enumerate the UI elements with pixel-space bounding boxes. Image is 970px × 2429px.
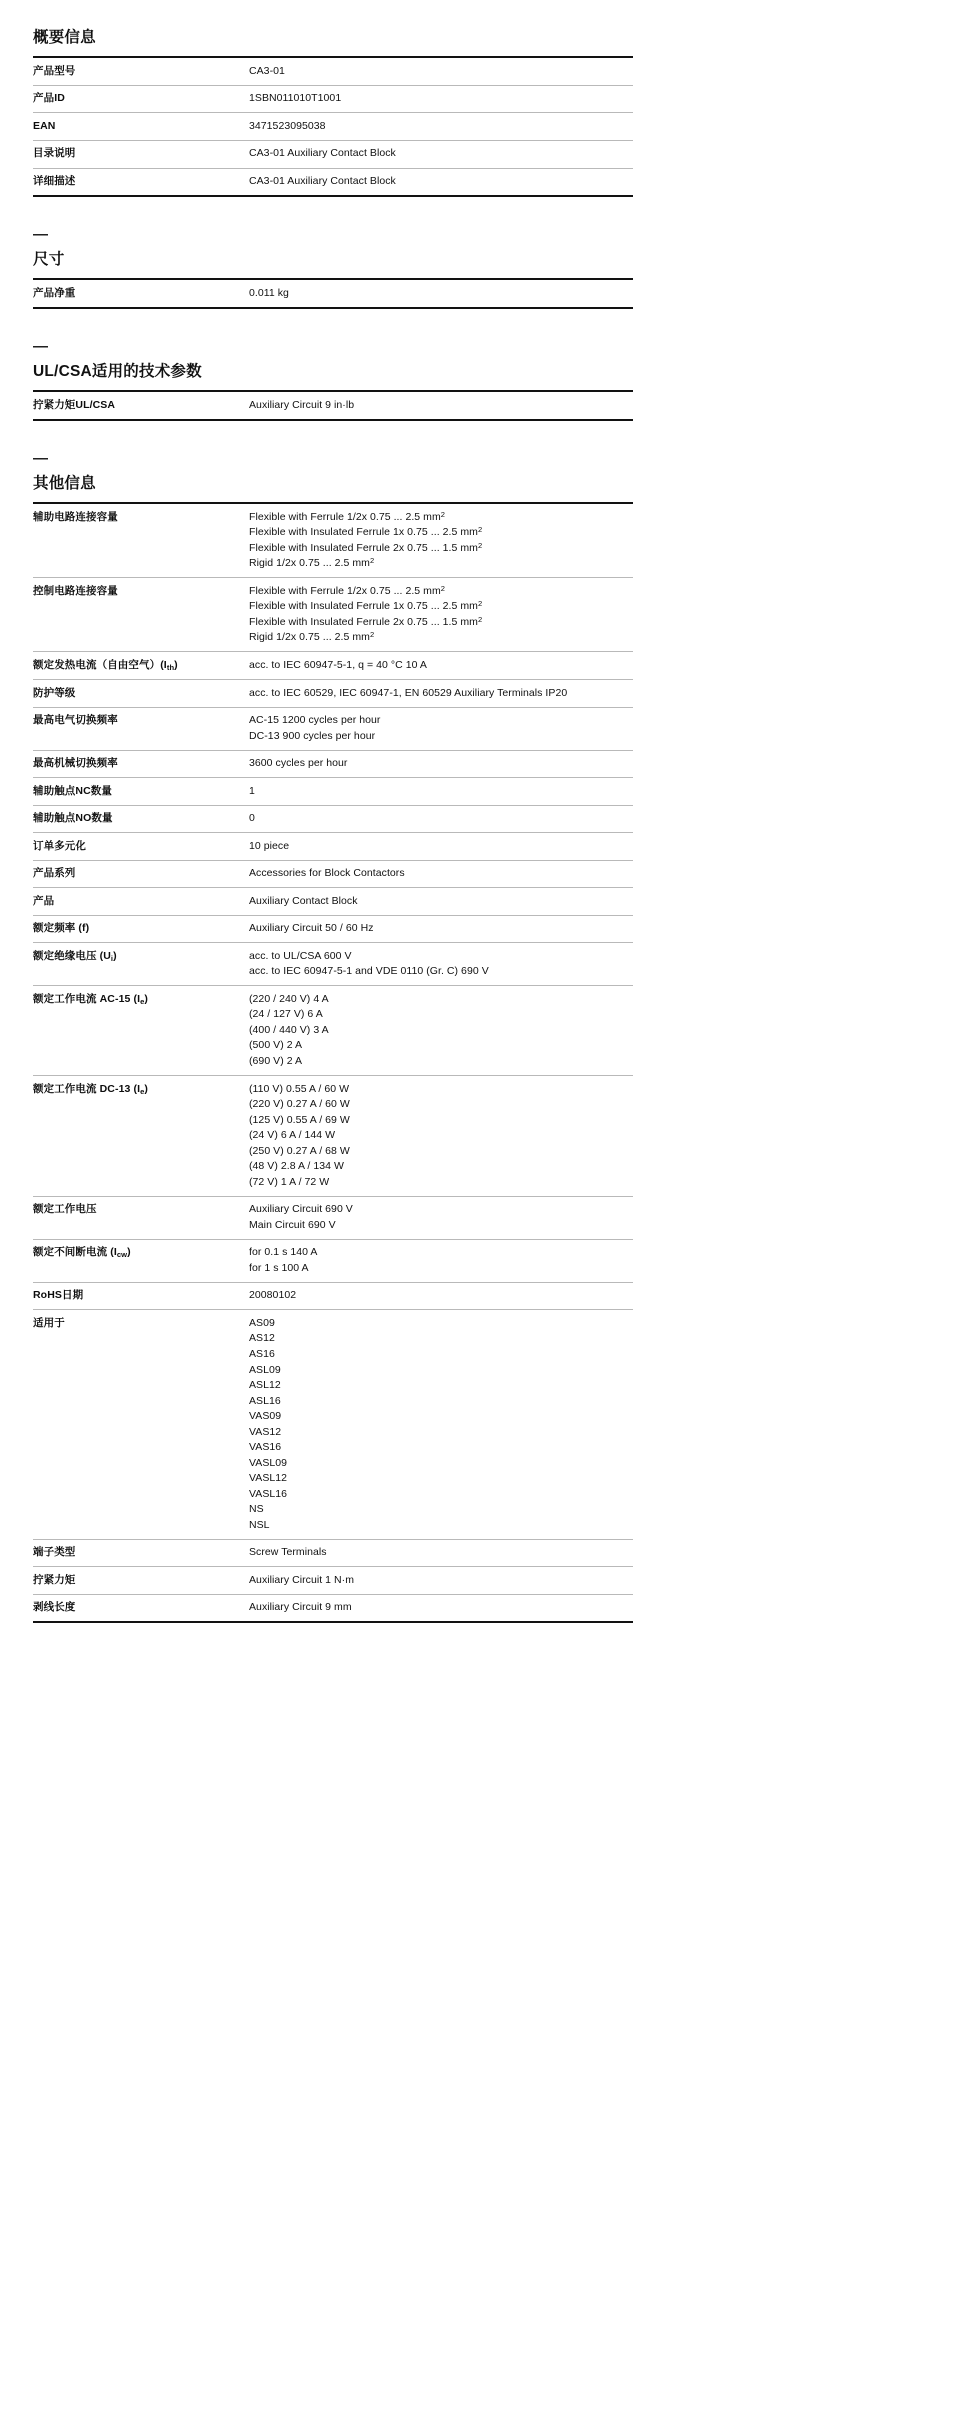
spec-row <box>33 1282 633 1310</box>
spec-label: 额定工作电压 <box>33 1196 249 1239</box>
spec-value <box>249 943 633 986</box>
spec-row <box>33 680 633 708</box>
spec-value <box>249 1567 633 1595</box>
spec-table-dimensions <box>33 278 633 309</box>
spec-table-overview <box>33 56 633 197</box>
spec-label: 额定不间断电流 $(I_{cw})$ <box>33 1239 249 1282</box>
spec-value-line: VAS09 <box>249 1410 282 1423</box>
spec-label: 拧紧力矩 <box>33 1567 249 1595</box>
spec-value <box>249 279 633 308</box>
spec-value-line: 3471523095038 <box>249 119 326 132</box>
spec-value <box>249 707 633 750</box>
spec-row <box>33 805 633 833</box>
spec-value-line: Flexible with Ferrule 1/2x 0.75 ... 2.5 $mm^2$ <box>249 583 446 597</box>
spec-table-ul-csa <box>33 390 633 421</box>
spec-value <box>249 1076 633 1197</box>
spec-row <box>33 943 633 986</box>
spec-value-line: for 1 s 100 A <box>249 1261 309 1274</box>
section-separator-dash: — <box>33 337 48 355</box>
spec-row <box>33 391 633 420</box>
spec-value <box>249 915 633 943</box>
spec-row <box>33 140 633 168</box>
spec-value-line: acc. to UL/CSA 600 V <box>249 949 352 962</box>
spec-label: 产品系列 <box>33 860 249 888</box>
spec-value-line: CA3-01 Auxiliary Contact Block <box>249 175 396 187</box>
spec-value <box>249 168 633 196</box>
spec-value-line: AS09 <box>249 1316 275 1329</box>
section-separator-dash: — <box>33 449 48 467</box>
spec-value <box>249 750 633 778</box>
spec-row <box>33 1310 633 1539</box>
spec-row <box>33 578 633 652</box>
spec-value-line: acc. to IEC 60947-5-1 and VDE 0110 (Gr. C) 690 V <box>249 965 489 978</box>
spec-label: 额定工作电流 AC-15 $(I_e)$ <box>33 986 249 1076</box>
spec-label: 产品ID <box>33 85 249 113</box>
spec-label: 产品净重 <box>33 286 76 299</box>
spec-label: 详细描述 <box>33 168 249 196</box>
spec-row <box>33 113 633 141</box>
section-title-ul-csa: UL/CSA适用的技术参数 <box>33 362 202 380</box>
spec-value-line: Screw Terminals <box>249 1546 327 1559</box>
spec-value-line: 20080102 <box>249 1289 297 1302</box>
spec-label: 额定频率 (f) <box>33 915 249 943</box>
spec-value-line: Flexible with Insulated Ferrule 1x 0.75 ... 2.5 $mm^2$ <box>249 525 483 539</box>
section-overview <box>33 28 633 197</box>
spec-value-line: VAS16 <box>249 1441 282 1454</box>
spec-value-line: CA3-01 Auxiliary Contact Block <box>249 147 396 160</box>
spec-value <box>249 57 633 85</box>
spec-value-line: (24 / 127 V) 6 A <box>249 1008 323 1021</box>
spec-value <box>249 578 633 652</box>
spec-value-line: VASL12 <box>249 1472 288 1485</box>
spec-value-line: Auxiliary Contact Block <box>249 894 358 907</box>
spec-value-line: (690 V) 2 A <box>249 1055 303 1067</box>
spec-value-line: AC-15 1200 cycles per hour <box>249 714 381 727</box>
spec-label: 最高电气切换频率 <box>33 707 249 750</box>
spec-value-line: (400 / 440 V) 3 A <box>249 1023 329 1036</box>
spec-value <box>249 986 633 1076</box>
spec-value-line: Auxiliary Circuit 9 in·lb <box>249 398 355 411</box>
spec-label: 拧紧力矩UL/CSA <box>33 398 116 411</box>
spec-value-line: Rigid 1/2x 0.75 ... 2.5 $mm^2$ <box>249 556 375 570</box>
spec-value-line: (125 V) 0.55 A / 69 W <box>249 1113 350 1126</box>
spec-row <box>33 1076 633 1197</box>
spec-value-line: (500 V) 2 A <box>249 1039 303 1052</box>
spec-label: 订单多元化 <box>33 833 249 861</box>
spec-value-line: (220 / 240 V) 4 A <box>249 992 329 1005</box>
spec-value <box>249 778 633 806</box>
spec-value-line: (24 V) 6 A / 144 W <box>249 1129 336 1142</box>
spec-table-other <box>33 502 633 1623</box>
spec-value-line: (72 V) 1 A / 72 W <box>249 1175 330 1188</box>
spec-row <box>33 1567 633 1595</box>
spec-label: 辅助触点NO数量 <box>33 805 249 833</box>
spec-value-line: for 0.1 s 140 A <box>249 1246 318 1259</box>
section-title-dimensions: 尺寸 <box>33 251 65 269</box>
spec-value-line: CA3-01 <box>249 64 285 77</box>
spec-label: 适用于 <box>33 1310 249 1539</box>
spec-value <box>249 888 633 916</box>
spec-row <box>33 279 633 308</box>
spec-value-line: Auxiliary Circuit 50 / 60 Hz <box>249 922 374 935</box>
spec-value-line: VASL16 <box>249 1487 288 1500</box>
spec-value-line: 3600 cycles per hour <box>249 757 348 770</box>
spec-value <box>249 1539 633 1567</box>
spec-value <box>249 680 633 708</box>
spec-value-line: (250 V) 0.27 A / 68 W <box>249 1144 350 1157</box>
spec-row <box>33 1539 633 1567</box>
spec-value <box>249 1239 633 1282</box>
spec-label: RoHS日期 <box>33 1282 249 1310</box>
spec-row <box>33 652 633 680</box>
spec-value-line: Rigid 1/2x 0.75 ... 2.5 $mm^2$ <box>249 630 375 644</box>
spec-value-line: 1 <box>249 784 255 797</box>
spec-value-line: VAS12 <box>249 1425 282 1438</box>
spec-label: 产品型号 <box>33 64 76 77</box>
section-ul-csa <box>33 339 633 421</box>
spec-value-line: Flexible with Insulated Ferrule 1x 0.75 ... 2.5 $mm^2$ <box>249 599 483 613</box>
section-separator-dash: — <box>33 226 48 244</box>
spec-value-line: 0.011 kg <box>249 286 289 299</box>
spec-value <box>249 140 633 168</box>
spec-value-line: Auxiliary Circuit 9 mm <box>249 1601 352 1614</box>
spec-value-line: ASL12 <box>249 1379 281 1392</box>
spec-label: 额定绝缘电压 $(U_i)$ <box>33 943 249 986</box>
spec-label: EAN <box>33 113 249 141</box>
sections-container <box>33 28 633 1623</box>
spec-value-line: NSL <box>249 1518 270 1531</box>
spec-label: 防护等级 <box>33 680 249 708</box>
spec-label: 端子类型 <box>33 1539 249 1567</box>
spec-row <box>33 1239 633 1282</box>
spec-value-line: AS16 <box>249 1347 275 1360</box>
section-other <box>33 451 633 1624</box>
spec-row <box>33 750 633 778</box>
spec-value <box>249 85 633 113</box>
spec-label: 辅助电路连接容量 <box>33 510 118 523</box>
spec-row <box>33 1196 633 1239</box>
spec-row <box>33 833 633 861</box>
spec-value <box>249 805 633 833</box>
spec-value-line: ASL09 <box>249 1363 281 1376</box>
spec-value <box>249 1310 633 1539</box>
spec-row <box>33 888 633 916</box>
spec-value-line: NS <box>249 1503 264 1516</box>
spec-label: 控制电路连接容量 <box>33 578 249 652</box>
spec-value-line: VASL09 <box>249 1456 288 1469</box>
spec-value-line: Accessories for Block Contactors <box>249 867 405 880</box>
section-title-overview: 概要信息 <box>33 29 96 46</box>
spec-value-line: 10 piece <box>249 839 290 852</box>
spec-value-line: Auxiliary Circuit 690 V <box>249 1203 353 1216</box>
spec-row <box>33 57 633 85</box>
spec-value-line: (48 V) 2.8 A / 134 W <box>249 1160 344 1173</box>
spec-label: 额定发热电流（自由空气）$(I_{th})$ <box>33 652 249 680</box>
section-title-other: 其他信息 <box>33 474 96 492</box>
spec-row <box>33 1594 633 1622</box>
spec-row <box>33 707 633 750</box>
spec-value <box>249 1594 633 1622</box>
spec-value-line: DC-13 900 cycles per hour <box>249 729 376 742</box>
spec-row <box>33 85 633 113</box>
spec-row <box>33 168 633 196</box>
spec-value <box>249 860 633 888</box>
spec-value-line: (110 V) 0.55 A / 60 W <box>249 1082 350 1095</box>
spec-value-line: 1SBN011010T1001 <box>249 92 342 105</box>
spec-label: 目录说明 <box>33 140 249 168</box>
spec-value <box>249 113 633 141</box>
spec-row <box>33 986 633 1076</box>
spec-value-line: Auxiliary Circuit 1 N·m <box>249 1573 354 1586</box>
spec-row <box>33 915 633 943</box>
spec-row <box>33 778 633 806</box>
spec-value-line: Main Circuit 690 V <box>249 1218 336 1231</box>
section-dimensions <box>33 227 633 309</box>
spec-value <box>249 833 633 861</box>
spec-label: 产品 <box>33 888 249 916</box>
spec-row <box>33 860 633 888</box>
spec-label: 辅助触点NC数量 <box>33 778 249 806</box>
spec-value <box>249 1196 633 1239</box>
spec-value-line: acc. to IEC 60947-5-1, q = 40 °C 10 A <box>249 658 427 671</box>
spec-value-line: (220 V) 0.27 A / 60 W <box>249 1098 350 1111</box>
spec-row <box>33 503 633 578</box>
spec-value-line: Flexible with Ferrule 1/2x 0.75 ... 2.5 $mm^2$ <box>249 509 446 523</box>
spec-value <box>249 652 633 680</box>
spec-value-line: acc. to IEC 60529, IEC 60947-1, EN 60529 Auxiliary Terminals IP20 <box>249 686 568 699</box>
spec-value-line: 0 <box>249 812 255 825</box>
spec-value <box>249 391 633 420</box>
spec-value-line: AS12 <box>249 1332 275 1345</box>
spec-label: 最高机械切换频率 <box>33 750 249 778</box>
spec-value <box>249 503 633 578</box>
spec-value-line: ASL16 <box>249 1394 281 1407</box>
spec-label: 剥线长度 <box>33 1594 249 1622</box>
spec-value-line: Flexible with Insulated Ferrule 2x 0.75 ... 1.5 $mm^2$ <box>249 540 483 554</box>
spec-value <box>249 1282 633 1310</box>
datasheet-content <box>33 28 633 1623</box>
spec-label: 额定工作电流 DC-13 $(I_e)$ <box>33 1076 249 1197</box>
spec-value-line: Flexible with Insulated Ferrule 2x 0.75 ... 1.5 $mm^2$ <box>249 614 483 628</box>
